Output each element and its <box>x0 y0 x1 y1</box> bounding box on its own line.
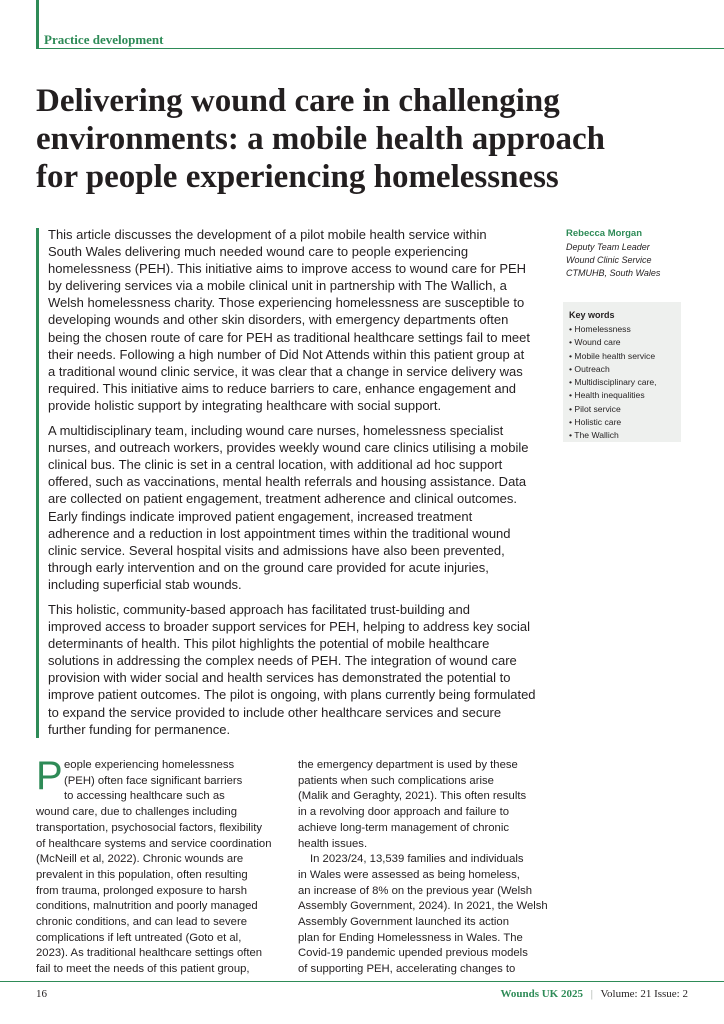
body-line: to accessing healthcare such as <box>64 790 225 803</box>
abstract-line: determinants of health. This pilot highlights the potential of mobile healthcare <box>48 636 490 652</box>
abstract-line: This holistic, community-based approach has facilitated trust-building and <box>48 601 470 617</box>
abstract-line: through early intervention and on the ground care provided for acute injuries, <box>48 559 489 575</box>
abstract-line: A multidisciplinary team, including wound care nurses, homelessness specialist <box>48 423 504 439</box>
body-line: fail to meet the needs of this patient group, <box>36 963 250 976</box>
abstract-line: being the chosen route of care for PEH as traditional healthcare settings fail to meet <box>48 329 530 345</box>
body-line: Assembly Government, 2024). In 2021, the Welsh <box>298 900 548 913</box>
body-line: in a revolving door approach and failure to <box>298 806 510 819</box>
keywords-title: Key words <box>569 310 615 320</box>
section-label: Practice development <box>44 32 164 47</box>
abstract-line: are collected on patient engagement, treatment adherence and clinical outcomes. <box>48 491 518 507</box>
author-role: Wound Clinic Service <box>566 255 652 265</box>
article-title <box>36 82 696 196</box>
body-column-right <box>298 758 548 978</box>
keyword-item: • Health inequalities <box>569 389 681 402</box>
page-number: 16 <box>36 988 47 1000</box>
keywords-box <box>563 302 681 442</box>
section-rule <box>36 48 724 49</box>
abstract-line: clinical bus. The clinic is set in a central location, with additional ad hoc support <box>48 457 503 473</box>
abstract-line: required. This initiative aims to reduce barriers to care, enhance engagement and <box>48 380 517 396</box>
keyword-item: • Homelessness <box>569 323 681 336</box>
abstract-line: developing wounds and other skin disorders, with emergency departments often <box>48 312 509 328</box>
title-line: environments: a mobile health approach <box>36 121 605 157</box>
volume-issue: Volume: 21 Issue: 2 <box>600 988 688 1000</box>
body-line: plan for Ending Homelessness in Wales. The <box>298 931 523 944</box>
body-line: complications if left untreated (Goto et al, <box>36 931 242 944</box>
abstract-line: clinic service. Several hospital visits and admissions have also been prevented, <box>48 542 505 558</box>
abstract-line: South Wales delivering much needed wound care to people experiencing <box>48 244 469 260</box>
body-line: (McNeill et al, 2022). Chronic wounds are <box>36 853 244 866</box>
keywords-list <box>569 323 681 443</box>
abstract <box>48 226 558 746</box>
body-line: of healthcare systems and service coordination <box>36 837 272 850</box>
abstract-line: Welsh homelessness charity. Those experiencing homelessness are susceptible to <box>48 295 525 311</box>
keyword-item: • Pilot service <box>569 403 681 416</box>
abstract-line: improved access to broader support services for PEH, helping to address key social <box>48 619 530 635</box>
body-line: (Malik and Geraghty, 2021). This often results <box>298 790 527 803</box>
body-line: prevalent in this population, often resulting <box>36 868 248 881</box>
body-line: of supporting PEH, accelerating changes to <box>298 963 516 976</box>
abstract-line: further funding for permanence. <box>48 721 231 737</box>
title-line: Delivering wound care in challenging <box>36 83 560 119</box>
abstract-line: to expand the service provided to include other healthcare services and secure <box>48 704 502 720</box>
footer-separator: | <box>590 988 593 1000</box>
body-line: in Wales were assessed as being homeless, <box>298 868 520 881</box>
title-line: for people experiencing homelessness <box>36 159 559 195</box>
body-line: the emergency department is used by these <box>298 759 518 771</box>
abstract-paragraph <box>48 226 558 414</box>
author-role: Deputy Team Leader <box>566 242 650 252</box>
body-line: wound care, due to challenges including <box>36 806 237 819</box>
body-line: conditions, malnutrition and poorly managed <box>36 900 258 913</box>
body-line: 2023). As traditional healthcare settings often <box>36 947 263 960</box>
keyword-item: • Multidisciplinary care, <box>569 376 681 389</box>
body-line: (PEH) often face significant barriers <box>64 774 243 787</box>
body-column-left <box>36 754 286 978</box>
abstract-line: Early findings indicate improved patient engagement, increased treatment <box>48 508 473 524</box>
footer-rule <box>0 981 724 982</box>
journal-info <box>500 988 688 1000</box>
abstract-line: provision with wider social and health services has demonstrated the potential to <box>48 670 511 686</box>
body-line: achieve long-term management of chronic <box>298 821 509 834</box>
keyword-item: • Wound care <box>569 336 681 349</box>
abstract-line: offered, such as vaccinations, mental health referrals and housing assistance. Data <box>48 474 527 490</box>
keyword-item: • Holistic care <box>569 416 681 429</box>
body-line: an increase of 8% on the previous year (Welsh <box>298 884 533 897</box>
abstract-paragraph <box>48 422 558 593</box>
author-block <box>566 227 716 280</box>
abstract-line: by delivering services via a mobile clinical unit in partnership with The Wallich, a <box>48 278 507 294</box>
body-line: In 2023/24, 13,539 families and individuals <box>310 853 524 866</box>
author-name: Rebecca Morgan <box>566 228 643 239</box>
abstract-accent-bar <box>36 228 39 738</box>
abstract-line: adherence and a reduction in lost appointment times within the traditional wound <box>48 525 511 541</box>
body-line: transportation, psychosocial factors, flexibility <box>36 821 263 834</box>
body-line: Assembly Government launched its action <box>298 916 509 929</box>
drop-cap: P <box>36 754 63 798</box>
abstract-line: homelessness (PEH). This initiative aims to improve access to wound care for PEH <box>48 261 527 277</box>
body-line: from trauma, prolonged exposure to harsh <box>36 884 247 897</box>
abstract-line: improve patient outcomes. The pilot is ongoing, with plans currently being formulated <box>48 687 536 703</box>
abstract-line: solutions in addressing the complex needs of PEH. The integration of wound care <box>48 653 517 669</box>
abstract-line: nurses, and outreach workers, provides weekly wound care clinics utilising a mobile <box>48 440 529 456</box>
body-line: Covid-19 pandemic upended previous models <box>298 947 528 960</box>
author-role: CTMUHB, South Wales <box>566 268 661 278</box>
journal-name: Wounds UK 2025 <box>500 988 583 1000</box>
abstract-line: including superficial stab wounds. <box>48 576 242 592</box>
abstract-line: their needs. Following a high number of Did Not Attends within this patient group at <box>48 346 525 362</box>
abstract-line: a traditional wound clinic service, it was clear that a change in service delivery was <box>48 363 523 379</box>
keyword-item: • Mobile health service <box>569 350 681 363</box>
keyword-item: • Outreach <box>569 363 681 376</box>
body-line: chronic conditions, and can lead to severe <box>36 916 248 929</box>
body-line: eople experiencing homelessness <box>64 759 235 771</box>
body-line: health issues. <box>298 837 368 850</box>
abstract-line: provide holistic support by integrating healthcare with social support. <box>48 397 442 413</box>
abstract-line: This article discusses the development of a pilot mobile health service within <box>48 227 487 242</box>
body-line: patients when such complications arise <box>298 774 494 787</box>
section-accent-bar <box>36 0 39 48</box>
keyword-item: • The Wallich <box>569 429 681 442</box>
abstract-paragraph <box>48 601 558 738</box>
